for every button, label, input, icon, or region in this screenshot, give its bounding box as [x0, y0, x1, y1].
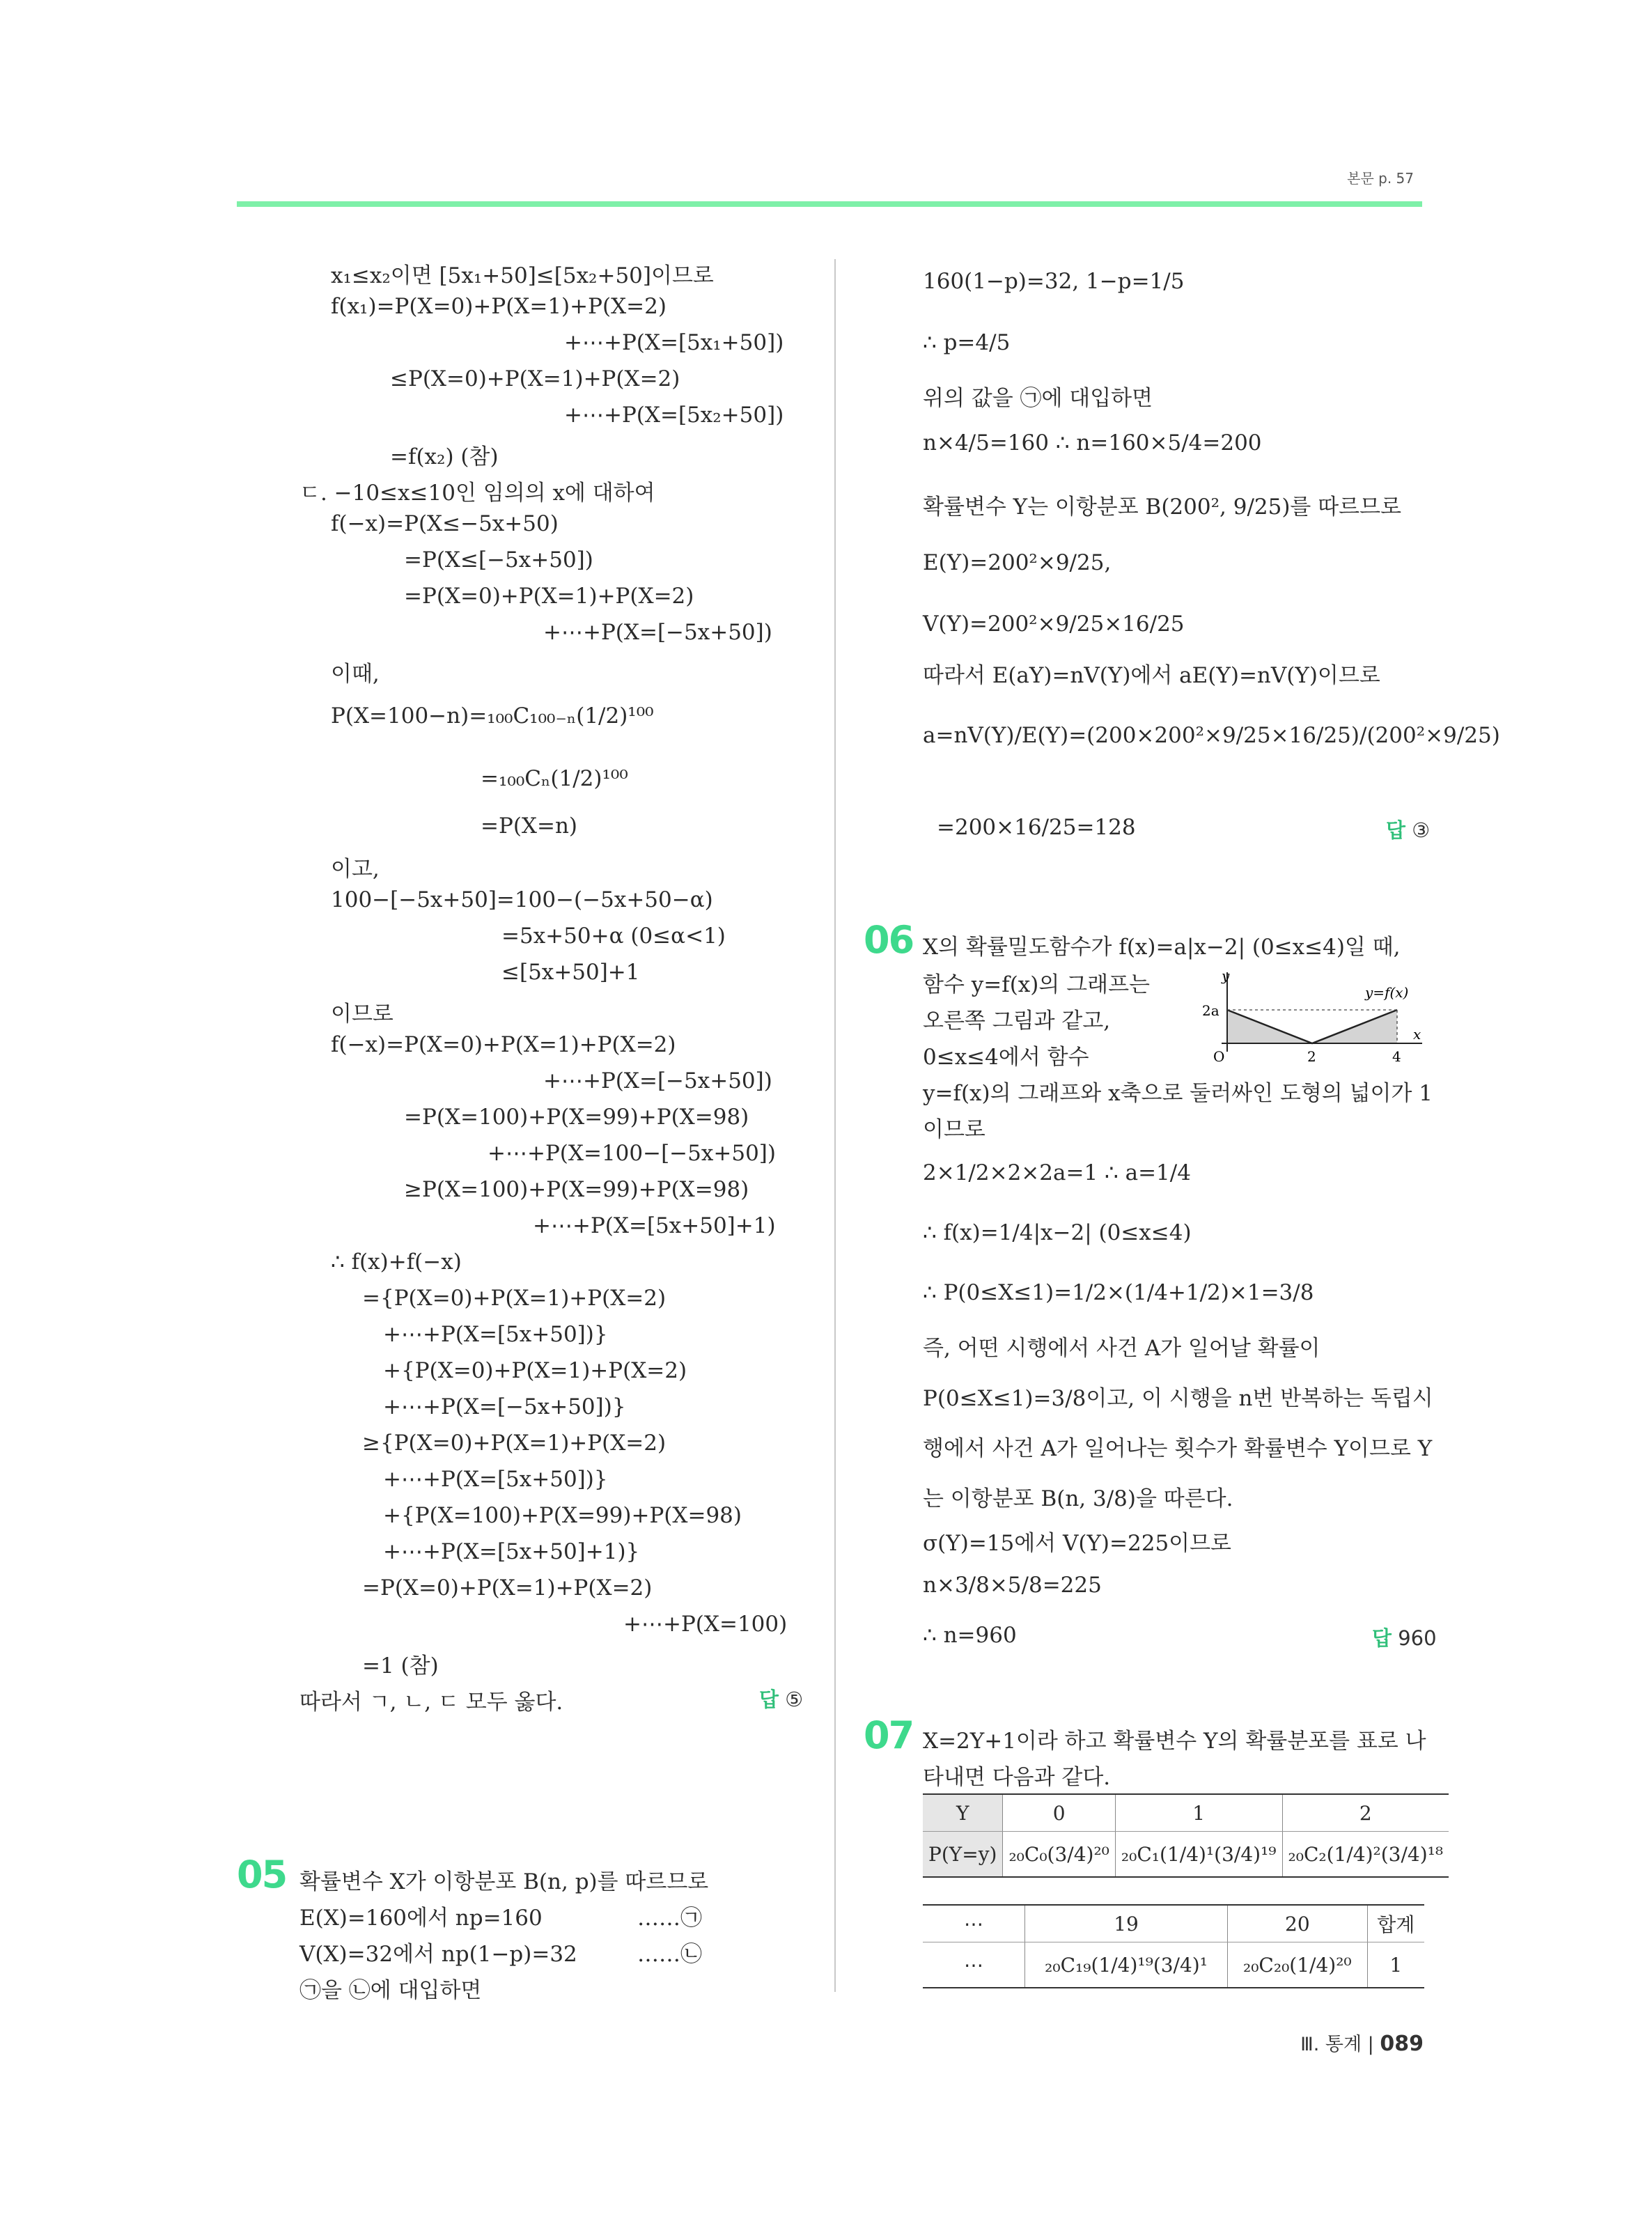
table-cell: ₂₀C₁(1/4)¹(3/4)¹⁹	[1115, 1832, 1282, 1878]
solution-line: a=nV(Y)/E(Y)=(200×200²×9/25×16/25)/(200²×9/25)	[923, 723, 1500, 748]
solution-line: =P(X=0)+P(X=1)+P(X=2)	[362, 1575, 653, 1601]
problem-line: 타내면 다음과 같다.	[923, 1765, 1111, 1790]
x-axis-label: x	[1413, 1026, 1421, 1043]
solution-line: +⋯+P(X=[−5x+50])}	[383, 1394, 626, 1419]
solution-line: +⋯+P(X=[5x+50]+1)	[533, 1213, 776, 1238]
problem-line: 확률변수 X가 이항분포 B(n, p)를 따르므로	[299, 1869, 709, 1894]
table-row	[923, 1942, 1424, 1988]
table-cell: ₂₀C₁₉(1/4)¹⁹(3/4)¹	[1025, 1942, 1228, 1988]
solution-line: ≤[5x+50]+1	[501, 960, 640, 985]
footer-separator: |	[1367, 2034, 1374, 2055]
solution-line: x₁≤x₂이면 [5x₁+50]≤[5x₂+50]이므로	[331, 263, 714, 288]
solution-line: +⋯+P(X=[5x₂+50])	[564, 403, 784, 428]
solution-line: σ(Y)=15에서 V(Y)=225이므로	[923, 1531, 1232, 1556]
solution-line: ={P(X=0)+P(X=1)+P(X=2)	[362, 1286, 667, 1311]
footer-section: Ⅲ. 통계	[1300, 2034, 1362, 2055]
problem-line: 오른쪽 그림과 같고,	[923, 1009, 1111, 1034]
solution-line: +⋯+P(X=[5x+50])}	[383, 1322, 608, 1347]
table-cell: 20	[1228, 1905, 1367, 1942]
curve-label: y=f(x)	[1365, 984, 1409, 1001]
x-tick-label: 2	[1307, 1048, 1316, 1065]
problem-line: y=f(x)의 그래프와 x축으로 둘러싸인 도형의 넓이가 1	[923, 1081, 1433, 1106]
problem-line: V(X)=32에서 np(1−p)=32	[299, 1942, 577, 1967]
table-cell: ₂₀C₂(1/4)²(3/4)¹⁸	[1282, 1832, 1449, 1878]
solution-line: ∴ n=960	[923, 1623, 1017, 1648]
page-reference: 본문 p. 57	[1347, 170, 1414, 187]
table-cell: 0	[1003, 1794, 1115, 1832]
x-tick-label: 4	[1392, 1048, 1401, 1065]
solution-line: f(−x)=P(X≤−5x+50)	[331, 511, 559, 536]
equation-tag: ……㉠	[637, 1906, 702, 1931]
y-tick-label: 2a	[1202, 1002, 1219, 1019]
table-cell: 1	[1367, 1942, 1424, 1988]
solution-line: +⋯+P(X=[5x+50])}	[383, 1467, 608, 1492]
problem-line: X의 확률밀도함수가 f(x)=a|x−2| (0≤x≤4)일 때,	[923, 935, 1401, 960]
equation-tag: ……㉡	[637, 1942, 702, 1967]
table-cell: ⋯	[923, 1905, 1025, 1942]
solution-line: +{P(X=0)+P(X=1)+P(X=2)	[383, 1358, 687, 1383]
solution-line: +⋯+P(X=[5x₁+50])	[564, 330, 784, 355]
table-cell: ⋯	[923, 1942, 1025, 1988]
table-header-row	[923, 1794, 1449, 1832]
solution-line: +⋯+P(X=100−[−5x+50])	[488, 1141, 776, 1166]
y-axis-label: y	[1222, 967, 1230, 984]
table-cell: ₂₀C₂₀(1/4)²⁰	[1228, 1942, 1367, 1988]
table-cell: Y	[923, 1794, 1003, 1832]
solution-line: 확률변수 Y는 이항분포 B(200², 9/25)를 따르므로	[923, 494, 1402, 520]
solution-line: =200×16/25=128	[937, 815, 1136, 840]
distribution-table-2	[923, 1904, 1424, 1988]
table-cell: 19	[1025, 1905, 1228, 1942]
solution-line: =P(X=n)	[481, 813, 578, 839]
solution-line: f(−x)=P(X=0)+P(X=1)+P(X=2)	[331, 1032, 676, 1057]
solution-line: ∴ f(x)=1/4|x−2| (0≤x≤4)	[923, 1220, 1192, 1245]
solution-line: n×3/8×5/8=225	[923, 1573, 1102, 1598]
solution-line: +⋯+P(X=[−5x+50])	[543, 620, 772, 645]
solution-line: 위의 값을 ㉠에 대입하면	[923, 386, 1153, 411]
graph-shaded-region	[1227, 1010, 1397, 1043]
solution-line: 2×1/2×2×2a=1 ∴ a=1/4	[923, 1160, 1191, 1185]
solution-line: 160(1−p)=32, 1−p=1/5	[923, 269, 1185, 294]
solution-line: =1 (참)	[362, 1653, 439, 1679]
table-row	[923, 1832, 1449, 1878]
solution-line: ∴ P(0≤X≤1)=1/2×(1/4+1/2)×1=3/8	[923, 1280, 1314, 1305]
problem-number: 05	[237, 1853, 287, 1897]
answer-mark: 답 ⑤	[759, 1688, 804, 1711]
table-cell: P(Y=y)	[923, 1832, 1003, 1878]
solution-line: ㄷ. −10≤x≤10인 임의의 x에 대하여	[299, 481, 655, 506]
table-header-row	[923, 1905, 1424, 1942]
solution-line: 따라서 ㄱ, ㄴ, ㄷ 모두 옳다.	[299, 1690, 563, 1715]
solution-line: 즉, 어떤 시행에서 사건 A가 일어날 확률이	[923, 1336, 1320, 1361]
page-footer	[1254, 2029, 1424, 2056]
table-cell: 2	[1282, 1794, 1449, 1832]
page-number: 089	[1380, 2032, 1424, 2056]
problem-line: 0≤x≤4에서 함수	[923, 1045, 1089, 1070]
solution-line: P(X=100−n)=₁₀₀C₁₀₀₋ₙ(1/2)¹⁰⁰	[331, 703, 654, 729]
problem-line: 이므로	[923, 1117, 985, 1142]
problem-number: 07	[864, 1713, 914, 1757]
table-cell: 1	[1115, 1794, 1282, 1832]
solution-line: n×4/5=160 ∴ n=160×5/4=200	[923, 430, 1262, 455]
solution-line: 는 이항분포 B(n, 3/8)을 따른다.	[923, 1486, 1233, 1511]
distribution-table-1	[923, 1793, 1449, 1878]
solution-line: =₁₀₀Cₙ(1/2)¹⁰⁰	[481, 766, 628, 791]
solution-line: 이고,	[331, 857, 380, 882]
solution-line: f(x₁)=P(X=0)+P(X=1)+P(X=2)	[331, 294, 667, 319]
answer-mark: 답 960	[1372, 1626, 1437, 1650]
solution-line: ≤P(X=0)+P(X=1)+P(X=2)	[390, 366, 680, 391]
solution-line: =f(x₂) (참)	[390, 444, 499, 469]
solution-line: =P(X≤[−5x+50])	[404, 547, 593, 573]
table-cell: ₂₀C₀(3/4)²⁰	[1003, 1832, 1115, 1878]
solution-line: ∴ f(x)+f(−x)	[331, 1249, 462, 1275]
origin-label: O	[1213, 1048, 1225, 1065]
solution-line: ≥{P(X=0)+P(X=1)+P(X=2)	[362, 1431, 667, 1456]
solution-line: 100−[−5x+50]=100−(−5x+50−α)	[331, 887, 713, 912]
solution-line: P(0≤X≤1)=3/8이고, 이 시행을 n번 반복하는 독립시	[923, 1386, 1433, 1411]
solution-line: 이때,	[331, 662, 380, 687]
table-cell: 합계	[1367, 1905, 1424, 1942]
solution-line: 행에서 사건 A가 일어나는 횟수가 확률변수 Y이므로 Y	[923, 1436, 1433, 1461]
answer-mark: 답 ③	[1386, 818, 1431, 842]
problem-line: 함수 y=f(x)의 그래프는	[923, 972, 1150, 997]
solution-line: +⋯+P(X=100)	[623, 1612, 788, 1637]
solution-line: =5x+50+α (0≤α<1)	[501, 924, 726, 949]
solution-line: +⋯+P(X=[5x+50]+1)}	[383, 1539, 640, 1564]
problem-line: ㉠을 ㉡에 대입하면	[299, 1978, 482, 2003]
problem-line: X=2Y+1이라 하고 확률변수 Y의 확률분포를 표로 나	[923, 1729, 1426, 1754]
solution-line: 이므로	[331, 1002, 393, 1027]
solution-line: =P(X=0)+P(X=1)+P(X=2)	[404, 584, 694, 609]
solution-line: ≥P(X=100)+P(X=99)+P(X=98)	[404, 1177, 749, 1202]
solution-line: E(Y)=200²×9/25,	[923, 550, 1112, 575]
solution-line: +⋯+P(X=[−5x+50])	[543, 1068, 772, 1093]
solution-line: ∴ p=4/5	[923, 330, 1011, 355]
solution-line: +{P(X=100)+P(X=99)+P(X=98)	[383, 1503, 742, 1528]
problem-line: E(X)=160에서 np=160	[299, 1906, 543, 1931]
solution-line: V(Y)=200²×9/25×16/25	[923, 612, 1185, 637]
density-graph	[1201, 967, 1431, 1075]
problem-number: 06	[864, 918, 914, 962]
solution-line: =P(X=100)+P(X=99)+P(X=98)	[404, 1105, 749, 1130]
solution-line: 따라서 E(aY)=nV(Y)에서 aE(Y)=nV(Y)이므로	[923, 663, 1380, 688]
